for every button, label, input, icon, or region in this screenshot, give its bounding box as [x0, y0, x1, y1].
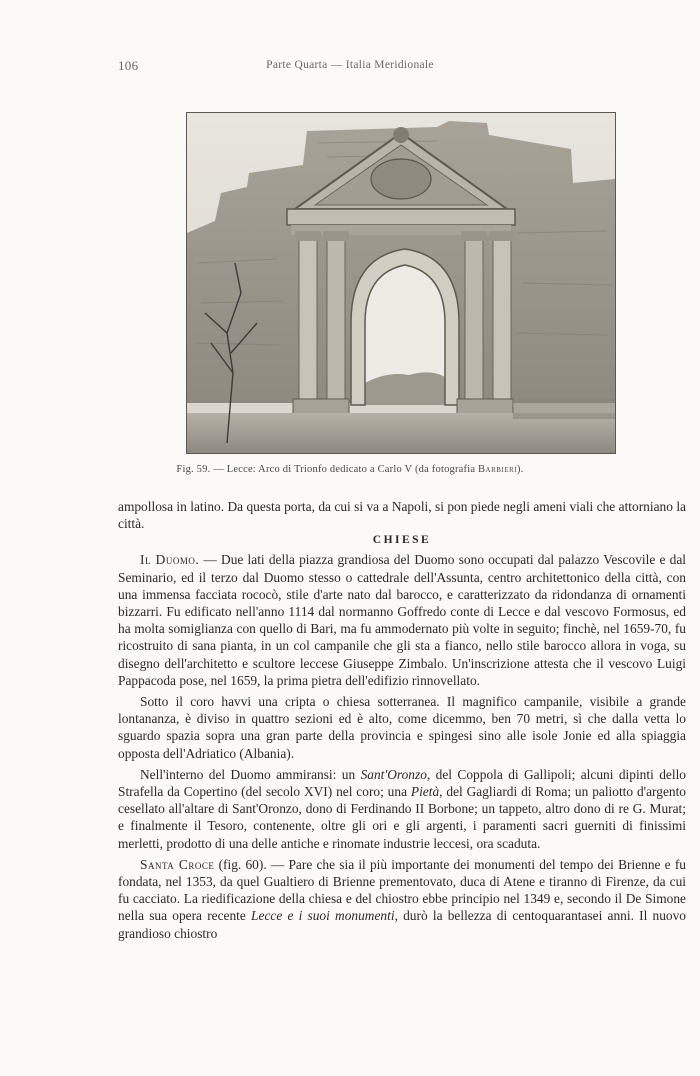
paragraph-lead: Santa Croce: [140, 856, 215, 872]
paragraph-text: , durò la bellezza di centoquarantasei anni. Il nuovo grandioso chiostro: [118, 908, 686, 941]
paragraph-interior: [118, 766, 686, 852]
paragraph-lead: Il Duomo.: [140, 552, 200, 568]
section-heading: CHIESE: [372, 534, 432, 547]
caption-credit: Barbieri: [478, 464, 518, 475]
caption-close: ).: [517, 464, 524, 475]
artwork-title: Sant'Oronzo: [360, 766, 427, 782]
arch-photograph: [187, 113, 615, 453]
paragraph-text: , del Gagliardi di Roma; un paliotto d'argento cesellato all'altare di Sant'Oronzo, dono di Ferdinando II Borbone; un tappeto, altro dono di re G. Murat; e finalmente il Tesoro, contenente, oltre gli ori e gli argenti, i paramenti sacri guerniti di finissimi merletti, prodotto di una delle antiche e rinomate industrie leccesi, ora scaduta.: [118, 784, 686, 851]
paragraph-text: — Due lati della piazza grandiosa del Duomo sono occupati dal palazzo Vescovile e dal Seminario, ed il terzo dal Duomo stesso o cattedrale dell'Assunta, centro architettonico della città, con una immensa facciata rococò, stile d'arte nato dal barocco, e caratterizzato da ridondanza di ornamenti bizzarri. Fu edificato nell'anno 1114 dal normanno Goffredo conte di Lecce e dal vescovo Formosus, ed ha molta somiglianza con quello di Bari, ma fu ammodernato più volte in seguito; finchè, nel 1659-70, fu ricostruito di sana pianta, in un col campanile che gli sta a fianco, nello stile barocco allora in voga, su disegno dell'architetto e scultore leccese Giuseppe Zimbalo. Un'inscrizione attesta che il vescovo Luigi Pappacoda pose, nel 1659, la prima pietra dell'edifizio rinnovellato.: [118, 552, 687, 688]
figure-caption: [118, 464, 582, 475]
paragraph-text: , del Coppola di Gallipoli; alcuni dipinti dello Strafella da Copertino (del secolo XVI) nel coro; una: [118, 766, 686, 800]
paragraph-duomo: [118, 551, 686, 689]
paragraph-text: Nell'interno del Duomo ammiransi: un: [140, 766, 361, 782]
figure-photo-arch: [186, 112, 616, 454]
paragraph-text: (fig. 60). — Pare che sia il più importante dei monumenti del tempo dei Brienne e fu fondata, nel 1353, da quel Gualtiero di Brienne prementovato, duca di Atene e tiranno di Firenze, da cui fu cacciato. La riedificazione della chiesa e del chiostro ebbe principio nel 1349 e, secondo il De Simone nella sua opera recente: [118, 856, 686, 924]
page-number: 106: [118, 58, 139, 73]
paragraph-crypt: Sotto il coro havvi una cripta o chiesa sotterranea. Il magnifico campanile, visibile a grande lontananza, è diviso in quattro sezioni ed è alto, come dicemmo, ben 70 metri, sì che dalla vetta lo sguardo spazia sopra una gran parte della provincia e spingesi sino alle isole Jonie ed alla spiaggia opposta dell'Adriatico (Albania).: [118, 694, 686, 761]
intro-paragraph: ampollosa in latino. Da questa porta, da cui si va a Napoli, si pon piede negli ameni viali che attorniano la città.: [118, 499, 686, 532]
running-title: Parte Quarta — Italia Meridionale: [266, 59, 434, 71]
running-head: [118, 58, 582, 76]
book-title: Lecce e i suoi monumenti: [251, 908, 395, 924]
caption-text: Fig. 59. — Lecce: Arco di Trionfo dedicato a Carlo V (da fotografia: [176, 464, 479, 475]
body-text: [118, 498, 686, 942]
paragraph-santa-croce: [118, 856, 686, 942]
artwork-title: Pietà: [410, 784, 440, 800]
